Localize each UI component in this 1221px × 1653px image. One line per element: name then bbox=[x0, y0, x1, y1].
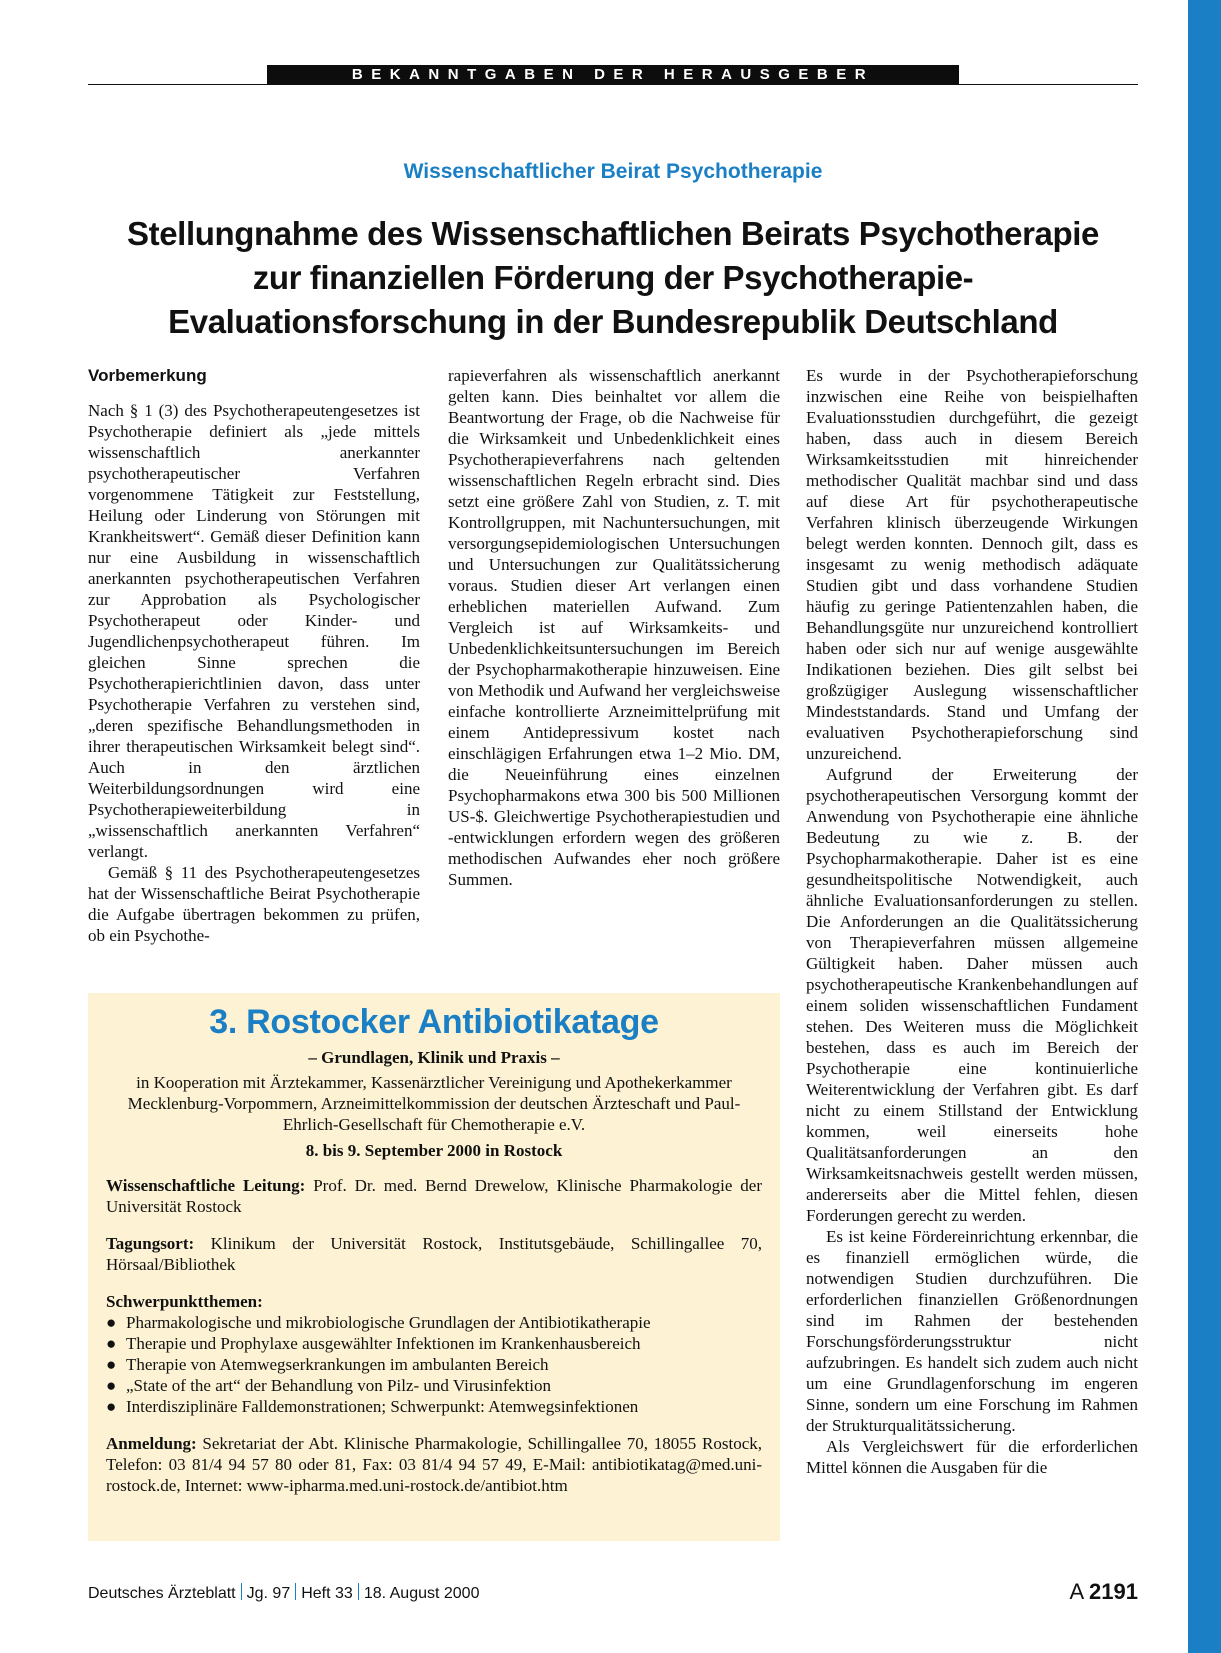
paragraph: Es wurde in der Psychotherapieforschung inzwischen eine Reihe von beispielhaften Evaluationsstudien durchgeführt, die gezeigt haben, dass auch in diesem Bereich Wirksamkeitsstudien mit hinreichender methodischer Qualität machbar sind und dass auf diese Art für psychotherapeutische Verfahren klinisch überzeugende Wirkungen belegt werden konnten. Dennoch gilt, dass es insgesamt zu wenig methodisch adäquate Studien gibt und dass vorhandene Studien häufig zu geringe Patientenzahlen haben, die Behandlungsgüte nur unzureichend kontrolliert haben oder sich nur auf wenige ausgewählte Indikationen beziehen. Dies gilt selbst bei großzügiger Auslegung wissenschaftlicher Mindeststandards. Stand und Umfang der evaluativen Psychotherapieforschung sind unzureichend. bbox=[806, 366, 1138, 763]
event-leitung bbox=[106, 1175, 762, 1217]
bullet-icon: ● bbox=[106, 1313, 117, 1332]
event-date: 8. bis 9. September 2000 in Rostock bbox=[305, 1141, 563, 1160]
event-venue bbox=[106, 1233, 762, 1275]
bullet-icon: ● bbox=[106, 1355, 117, 1374]
footer-separator bbox=[358, 1583, 359, 1600]
paragraph: Es ist keine Fördereinrichtung erkennbar, die es finanziell ermöglichen würde, die notwendigen Studien durchzuführen. Die erforderlichen finanziellen Größenordnungen sind im Rahmen der bestehenden Forschungsförderungsstruktur nicht aufzubringen. Es handelt sich zudem auch nicht um eine Grundlagenforschung im engeren Sinne, sondern um eine Forschung im Rahmen der Strukturqualitätssicherung. bbox=[806, 1227, 1138, 1435]
text-column-1 bbox=[88, 365, 420, 946]
topic-item: ● Therapie und Prophylaxe ausgewählter Infektionen im Krankenhausbereich bbox=[106, 1334, 641, 1353]
paragraph: Aufgrund der Erweiterung der psychotherapeutischen Versorgung kommt der Anwendung von Psychotherapie eine ähnliche Bedeutung zu wie z. B. der Psychopharmakotherapie. Daher ist es eine gesundheitspolitische Notwendigkeit, auch ähnliche Evaluationsanforderungen zu stellen. Die Anforderungen an die Qualitätssicherung von Therapieverfahren müssen allgemeine Gültigkeit haben. Daher müssen auch psychotherapeutische Krankenbehandlungen auf einem soliden wissenschaftlichen Fundament stehen. Des Weiteren muss die Möglichkeit bestehen, dass es auch im Bereich der Psychotherapie eine kontinuierliche Weiterentwicklung der Verfahren gibt. Es darf nicht zu einem Stillstand der Entwicklung kommen, weil einerseits hohe Qualitätsanforderungen an den Wirksamkeitsnachweis gestellt werden müssen, andererseits aber die Mittel fehlen, diesen Forderungen gerecht zu werden. bbox=[806, 765, 1138, 1225]
event-subtitle: – Grundlagen, Klinik und Praxis – bbox=[308, 1048, 560, 1067]
text-column-2 bbox=[448, 365, 780, 890]
article-title bbox=[88, 212, 1138, 344]
bullet-icon: ● bbox=[106, 1376, 117, 1395]
article-kicker: Wissenschaftlicher Beirat Psychotherapie bbox=[403, 160, 823, 183]
subheading-vorbemerkung: Vorbemerkung bbox=[88, 366, 207, 385]
venue-label: Tagungsort: bbox=[106, 1234, 195, 1253]
event-registration bbox=[106, 1433, 762, 1496]
paragraph: Nach § 1 (3) des Psychotherapeutengesetzes ist Psychotherapie definiert als „jede mittels wissenschaftlich anerkannter psychotherapeutischer Verfahren vorgenommene Tätigkeit zur Feststellung, Heilung oder Linderung von Störungen mit Krankheitswert“. Gemäß dieser Definition kann nur eine Ausbildung in wissenschaftlich anerkannten psychotherapeutischen Verfahren zur Approbation als Psychologischer Psychotherapeut oder Kinder- und Jugendlichenpsychotherapeut führen. Im gleichen Sinne sprechen die Psychotherapierichtlinien davon, dass unter Psychotherapie Verfahren zu verstehen sind, „deren spezifische Behandlungsmethoden in ihrer therapeutischen Wirksamkeit belegt sind“. Auch in den ärztlichen Weiterbildungsordnungen wird eine Psychotherapieweiterbildung in „wissenschaftlich anerkannten Verfahren“ verlangt. bbox=[88, 401, 420, 861]
topic-item: ● Interdisziplinäre Falldemonstrationen; Schwerpunkt: Atemwegsinfektionen bbox=[106, 1397, 639, 1416]
title-line: Evaluationsforschung in der Bundesrepublik Deutschland bbox=[168, 303, 1058, 340]
event-advertisement bbox=[88, 993, 780, 1541]
footer-separator bbox=[241, 1583, 242, 1600]
section-header: BEKANNTGABEN DER HERAUSGEBER bbox=[267, 65, 959, 85]
event-title: 3. Rostocker Antibiotikatage bbox=[209, 1003, 659, 1041]
page-prefix: A bbox=[1069, 1579, 1083, 1604]
topic-item: ● Therapie von Atemwegserkrankungen im ambulanten Bereich bbox=[106, 1355, 549, 1374]
topic-item: ● Pharmakologische und mikrobiologische Grundlagen der Antibiotikatherapie bbox=[106, 1313, 651, 1332]
event-cooperation: in Kooperation mit Ärztekammer, Kassenärztlicher Vereinigung und Apothekerkammer Mecklenburg-Vorpommern, Arzneimittelkommission der deutschen Ärzteschaft und Paul-Ehrlich-Gesellschaft für Chemotherapie e.V. bbox=[127, 1073, 741, 1134]
journal-date: 18. August 2000 bbox=[363, 1585, 480, 1602]
registration-label: Anmeldung: bbox=[106, 1434, 197, 1453]
footer-separator bbox=[295, 1583, 296, 1600]
leitung-label: Wissenschaftliche Leitung: bbox=[106, 1176, 306, 1195]
venue-text: Klinikum der Universität Rostock, Institutsgebäude, Schillingallee 70, Hörsaal/Bibliothek bbox=[106, 1234, 762, 1274]
journal-volume: Jg. 97 bbox=[246, 1585, 291, 1602]
page-number bbox=[1069, 1579, 1138, 1605]
registration-text: Sekretariat der Abt. Klinische Pharmakologie, Schillingallee 70, 18055 Rostock, Telefon: 03 81/4 94 57 80 oder 81, Fax: 03 81/4 94 57 49, E-Mail: antibiotikatag@med.uni-rostock.de, Internet: www-ipharma.med.uni-rostock.de/antibiot.htm bbox=[106, 1434, 762, 1495]
title-line: zur finanziellen Förderung der Psychotherapie- bbox=[252, 259, 974, 296]
paragraph: Gemäß § 11 des Psychotherapeutengesetzes hat der Wissenschaftliche Beirat Psychotherapie die Aufgabe übertragen bekommen zu prüfen, ob ein Psychothe- bbox=[88, 863, 420, 945]
journal-name: Deutsches Ärzteblatt bbox=[88, 1585, 236, 1602]
text-column-3 bbox=[806, 365, 1138, 1478]
title-line: Stellungnahme des Wissenschaftlichen Beirats Psychotherapie bbox=[127, 215, 1099, 252]
page-number-value: 2191 bbox=[1089, 1579, 1138, 1604]
topics-list bbox=[106, 1312, 762, 1417]
topic-item: ● „State of the art“ der Behandlung von Pilz- und Virusinfektion bbox=[106, 1376, 551, 1395]
paragraph: rapieverfahren als wissenschaftlich anerkannt gelten kann. Dies beinhaltet vor allem die Beantwortung der Frage, ob die Nachweise für die Wirksamkeit und Unbedenklichkeit eines Psychotherapieverfahrens nach geltenden wissenschaftlichen Regeln erbracht sind. Dies setzt eine größere Zahl von Studien, z. T. mit Kontrollgruppen, mit Nachuntersuchungen, mit versorgungsepidemiologischen Untersuchungen und Untersuchungen zur Qualitätssicherung voraus. Studien dieser Art verlangen einen erheblichen materiellen Aufwand. Zum Vergleich ist auf Wirksamkeits- und Unbedenklichkeitsuntersuchungen im Bereich der Psychopharmakotherapie hinzuweisen. Eine von Methodik und Aufwand her vergleichsweise einfache kontrollierte Arzneimittelprüfung mit einem Antidepressivum kostet nach einschlägigen Erfahrungen etwa 1–2 Mio. DM, die Neueinführung eines einzelnen Psychopharmakons etwa 300 bis 500 Millionen US-$. Gleichwertige Psychotherapiestudien und -entwicklungen erfordern wegen des größeren methodischen Aufwandes eher noch größere Summen. bbox=[448, 366, 780, 889]
topics-label: Schwerpunktthemen: bbox=[106, 1292, 263, 1311]
bullet-icon: ● bbox=[106, 1397, 117, 1416]
paragraph: Als Vergleichswert für die erforderlichen Mittel können die Ausgaben für die bbox=[806, 1437, 1138, 1477]
blue-side-bar bbox=[1188, 0, 1221, 1653]
header-rule bbox=[88, 84, 1138, 85]
leitung-text: Prof. Dr. med. Bernd Drewelow, Klinische Pharmakologie der Universität Rostock bbox=[106, 1176, 762, 1216]
page-footer bbox=[88, 1579, 1138, 1607]
journal-issue: Heft 33 bbox=[301, 1585, 353, 1602]
bullet-icon: ● bbox=[106, 1334, 117, 1353]
